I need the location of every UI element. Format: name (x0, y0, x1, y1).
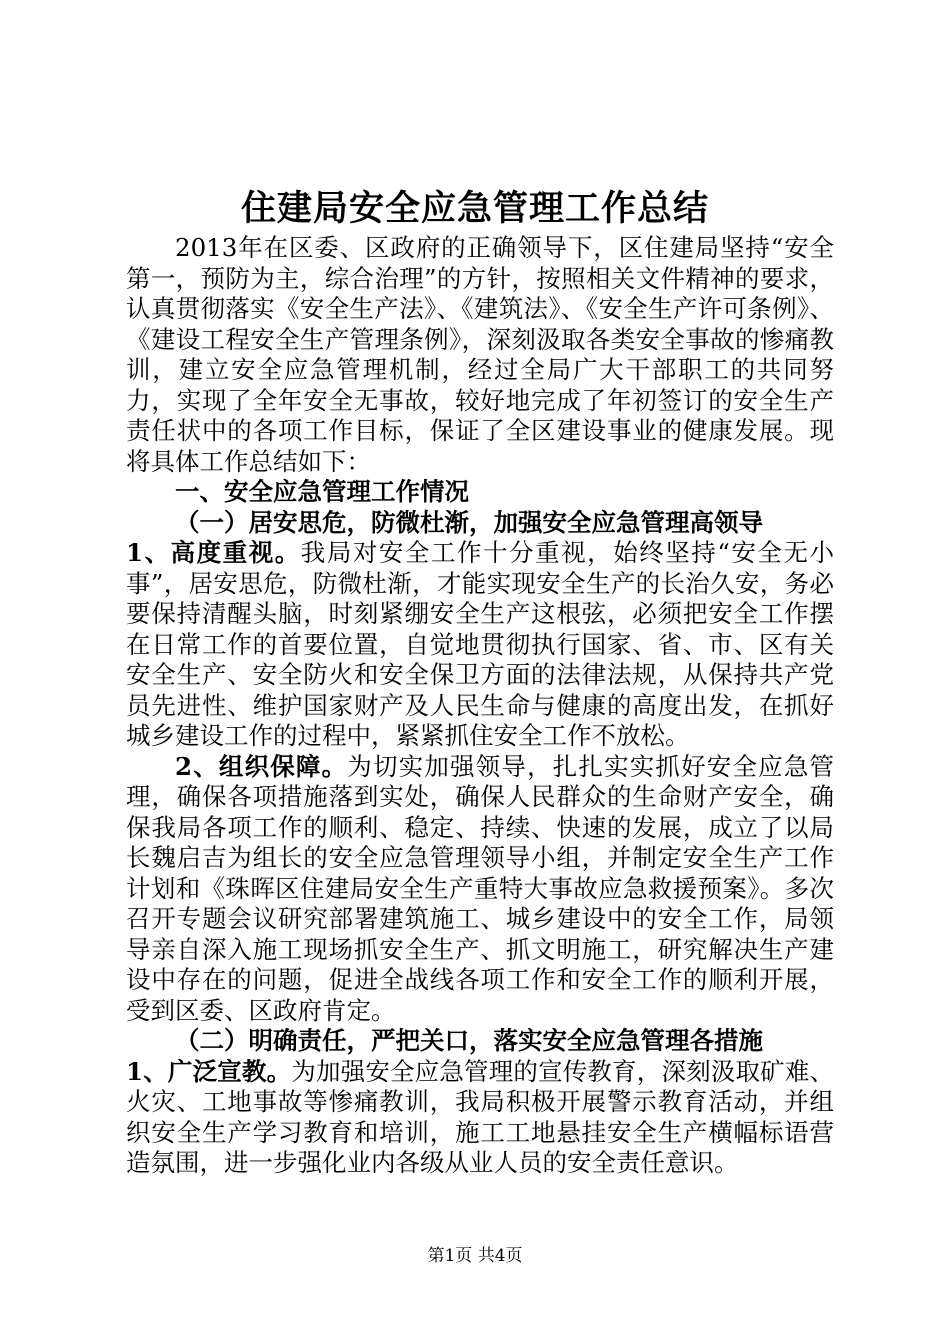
item-lead-2: 2、组织保障。 (175, 751, 348, 781)
intro-paragraph: 2013年在区委、区政府的正确领导下，区住建局坚持“安全第一，预防为主，综合治理”的方针，按照相关文件精神的要求，认真贯彻落实《安全生产法》、《建筑法》、《安全生产许可条例》、《建设工程安全生产管理条例》，深刻汲取各类安全事故的惨痛教训，建立安全应急管理机制，经过全局广大干部职工的共同努力，实现了全年安全无事故，较好地完成了年初签订的安全生产责任状中的各项工作目标，保证了全区建设事业的健康发展。现将具体工作总结如下： (126, 233, 834, 476)
document-title: 住建局安全应急管理工作总结 (240, 188, 709, 229)
item-paragraph-1 (126, 538, 834, 752)
page-footer: 第1页 共4页 (427, 1246, 523, 1266)
section-heading-1: 一、安全应急管理工作情况 (175, 477, 469, 506)
item-text-1: 我局对安全工作十分重视，始终坚持“安全无小事”，居安思危，防微杜渐，才能实现安全生产的长治久安，务必要保持清醒头脑，时刻紧绷安全生产这根弦，必须把安全工作摆在日常工作的首要位置，自觉地贯彻执行国家、省、市、区有关安全生产、安全防火和安全保卫方面的法律法规，从保持共产党员先进性、维护国家财产及人民生命与健康的高度出发，在抓好城乡建设工作的过程中，紧紧抓住安全工作不放松。 (126, 538, 835, 750)
item-lead-1: 1、高度重视。 (126, 538, 301, 567)
subsection-heading-2: （二）明确责任，严把关口，落实安全应急管理各措施 (175, 1026, 763, 1055)
item-text-2: 为切实加强领导，扎扎实实抓好安全应急管理，确保各项措施落到实处，确保人民群众的生命财产安全，确保我局各项工作的顺利、稳定、持续、快速的发展，成立了以局长魏启吉为组长的安全应急管理领导小组，并制定安全生产工作计划和《珠晖区住建局安全生产重特大事故应急救援预案》。多次召开专题会议研究部署建筑施工、城乡建设中的安全工作，局领导亲自深入施工现场抓安全生产、抓文明施工，研究解决生产建设中存在的问题，促进全战线各项工作和安全工作的顺利开展，受到区委、区政府肯定。 (126, 751, 835, 1025)
item-paragraph-2 (126, 752, 834, 1027)
subsection-heading-1: （一）居安思危，防微杜渐，加强安全应急管理高领导 (175, 507, 763, 537)
document-body (126, 233, 834, 1179)
item-text-3: 为加强安全应急管理的宣传教育，深刻汲取矿难、火灾、工地事故等惨痛教训，我局积极开展警示教育活动，并组织安全生产学习教育和培训，施工工地悬挂安全生产横幅标语营造氛围，进一步强化业内各级从业人员的安全责任意识。 (126, 1056, 835, 1177)
item-paragraph-3 (126, 1057, 834, 1179)
item-lead-3: 1、广泛宣教。 (126, 1056, 292, 1086)
